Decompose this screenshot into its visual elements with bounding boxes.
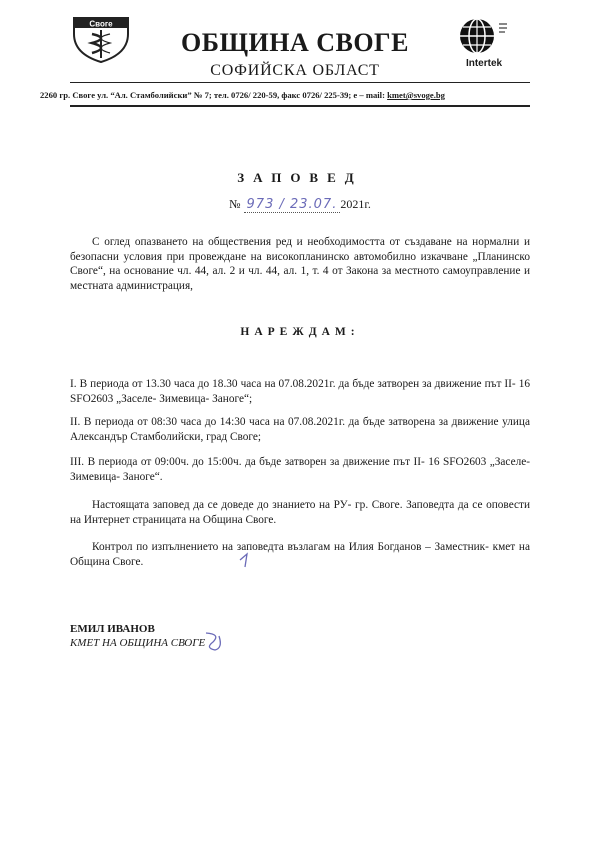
preamble-paragraph: С оглед опазването на обществения ред и необходимостта от създаване на нормални и безопасни условия при провеждане на високопланинско автомобилно изкачване „Планинско Своге“, на основание чл. 44, ал. 2 и чл. 44, ал. 1, т. 4 от Закона за местното самоуправление и местната администрация,: [70, 236, 530, 292]
organization-title: ОБЩИНА СВОГЕ: [181, 28, 409, 57]
organization-subtitle: СОФИЙСКА ОБЛАСТ: [210, 62, 380, 79]
handwritten-mark-icon: [238, 552, 252, 568]
order-item-1: I. В периода от 13.30 часа до 18.30 часа на 07.08.2021г. да бъде затворен за движение път II- 16 SFO2603 „Заселе- Зимевица- Заноге“;: [70, 378, 530, 405]
number-year: 2021г.: [340, 197, 371, 211]
handwritten-number: 973 / 23.07.: [244, 197, 341, 213]
certification-label: Intertek: [465, 58, 503, 69]
control-paragraph: Контрол по изпълнението на заповедта възлагам на Илия Богданов – Заместник- кмет на Община Своге.: [70, 541, 530, 568]
notice-paragraph: Настоящата заповед да се доведе до знанието на РУ- гр. Своге. Заповедта да се оповести на Интернет страницата на Община Своге.: [70, 499, 530, 526]
email-link[interactable]: kmet@svoge.bg: [387, 90, 445, 100]
signature-scribble-icon: [203, 630, 225, 652]
address-text: 2260 гр. Своге ул. “Ал. Стамболийски” № 7; тел. 0726/ 220-59, факс 0726/ 225-39; е – mail:: [40, 90, 388, 100]
order-number: [0, 197, 600, 212]
signatory-role: КМЕТ НА ОБЩИНА СВОГЕ: [70, 637, 206, 649]
order-item-3: III. В периода от 09:00ч. до 15:00ч. да бъде затворен за движение път II- 16 SFO2603 „Заселе- Зимевица- Заноге“.: [70, 456, 530, 483]
order-title: ЗАПОВЕД: [237, 170, 363, 185]
municipality-crest-icon: [70, 12, 132, 64]
address-rule: [70, 105, 530, 107]
contact-address: [40, 90, 560, 100]
crest-label: Своге: [89, 19, 113, 29]
header-rule: [70, 82, 530, 83]
signatory-name: ЕМИЛ ИВАНОВ: [70, 623, 155, 635]
number-prefix: №: [229, 197, 241, 211]
decree-heading: НАРЕЖДАМ:: [240, 326, 360, 338]
order-item-2: II. В периода от 08:30 часа до 14:30 часа на 07.08.2021г. да бъде затворена за движение улица Александър Стамболийски, град Своге;: [70, 416, 530, 443]
